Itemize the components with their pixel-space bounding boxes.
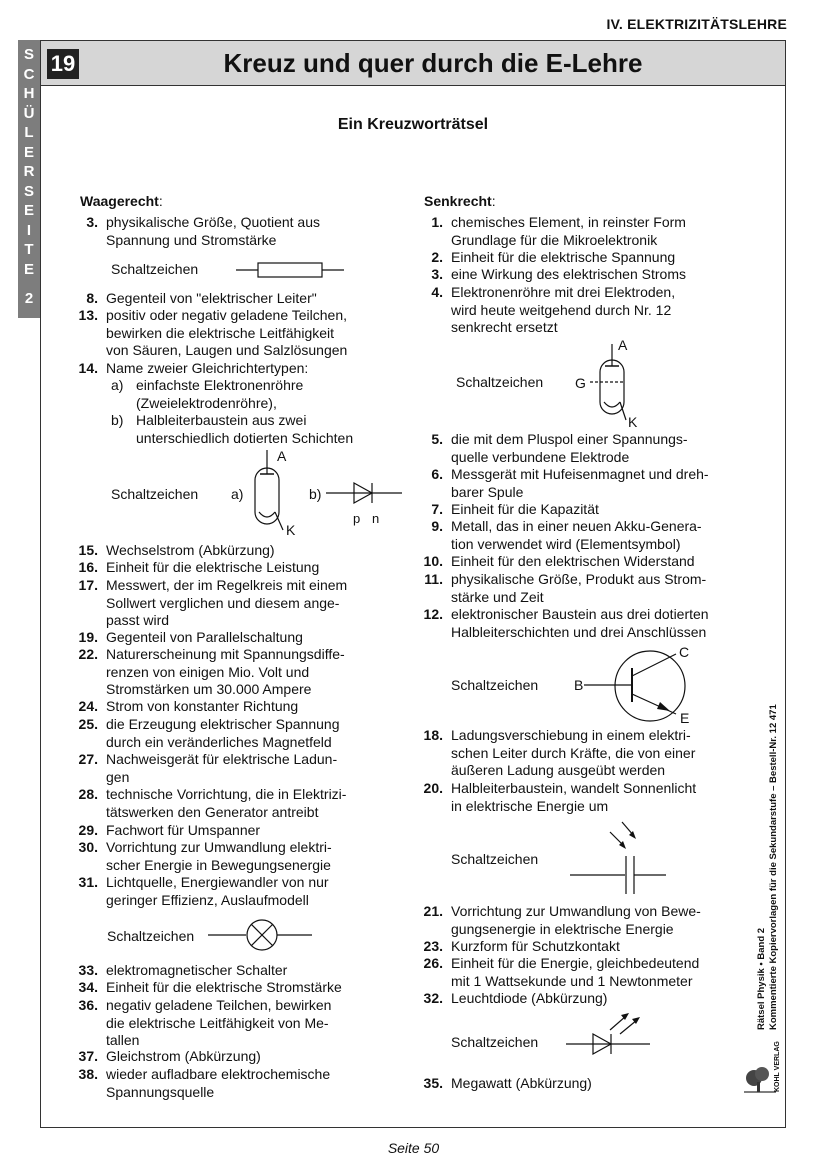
clue-text: Gegenteil von "elektrischer Leiter": [106, 290, 317, 306]
sym14-n: n: [372, 511, 380, 526]
clue-text: in elektrische Energie um: [451, 797, 609, 814]
symbol-label-12: Schaltzeichen: [451, 677, 539, 693]
side-tab-letter: C: [23, 65, 35, 83]
side-tab-letter: L: [24, 124, 34, 141]
resistor-symbol: [236, 260, 346, 280]
sub-item-text: (Zweielektrodenröhre),: [136, 394, 277, 411]
clue-text: Gleichstrom (Abkürzung): [106, 1048, 261, 1064]
clue-text: mit 1 Wattsekunde und 1 Newtonmeter: [451, 972, 693, 989]
clue-text: Megawatt (Abkürzung): [451, 1075, 592, 1091]
publication-title: Rätsel Physik • Band 2: [756, 927, 767, 1030]
clue-text: passt wird: [106, 612, 170, 628]
sym4-cathode: K: [628, 414, 638, 430]
clue-text: Einheit für die elektrische Spannung: [451, 249, 676, 265]
clue-number: 35.: [423, 1075, 443, 1091]
clue-number: 14.: [78, 360, 98, 376]
clue-number: 19.: [78, 629, 98, 645]
clue-text: stärke und Zeit: [451, 588, 544, 605]
clue-text: negativ geladene Teilchen, bewirken: [106, 997, 332, 1013]
clue-text: Messgerät mit Hufeisenmagnet und dreh-: [451, 466, 709, 482]
clue-text: Halbleiterschichten und drei Anschlüssen: [451, 623, 707, 640]
clue-number: 20.: [423, 780, 443, 796]
clue-number: 36.: [78, 997, 98, 1013]
clue-text: Spannung und Stromstärke: [106, 231, 277, 248]
clue-text: Einheit für die elektrische Stromstärke: [106, 979, 342, 995]
clue-text: Wechselstrom (Abkürzung): [106, 542, 275, 558]
clue-text: elektromagnetischer Schalter: [106, 962, 288, 978]
side-tab-letter: R: [23, 163, 35, 180]
clue-text: Spannungsquelle: [106, 1083, 215, 1100]
symbol-label-4: Schaltzeichen: [456, 374, 544, 390]
chapter-heading: IV. ELEKTRIZITÄTSLEHRE: [606, 16, 787, 32]
sub-item-text: einfachste Elektronenröhre: [136, 377, 304, 393]
clue-number: 16.: [78, 559, 98, 575]
side-tab-letter: E: [23, 202, 34, 219]
clue-number: 26.: [423, 955, 443, 971]
side-tab-letter: E: [23, 260, 34, 278]
heading-vertical: Senkrecht:: [424, 193, 496, 209]
clue-text: Metall, das in einer neuen Akku-Genera-: [451, 518, 702, 534]
clue-text: Leuchtdiode (Abkürzung): [451, 990, 608, 1006]
clue-text: Lichtquelle, Energiewandler von nur: [106, 874, 329, 890]
clue-text: äußeren Ladung ausgeübt werden: [451, 762, 666, 778]
clue-number: 24.: [78, 698, 98, 714]
sym12-emitter: E: [680, 710, 690, 726]
clue-number: 10.: [423, 553, 443, 569]
side-tab-letter: H: [23, 85, 35, 102]
clue-text: Fachwort für Umspanner: [106, 822, 261, 838]
sym14-anode: A: [277, 448, 287, 464]
clue-text: scher Energie in Bewegungsenergie: [106, 856, 331, 873]
clue-number: 6.: [431, 466, 443, 482]
clue-number: 37.: [78, 1048, 98, 1064]
side-tab-letter: I: [26, 221, 32, 239]
side-tab-number: 2: [24, 290, 34, 307]
clue-number: 9.: [431, 518, 443, 534]
clue-number: 17.: [78, 577, 98, 593]
clue-text: barer Spule: [451, 483, 524, 500]
clue-number: 30.: [78, 839, 98, 855]
page-number: Seite 50: [387, 1140, 440, 1156]
clue-number: 4.: [431, 284, 443, 300]
clue-text: Nachweisgerät für elektrische Ladun-: [106, 751, 338, 767]
side-tab-letter: E: [23, 143, 34, 161]
sym4-grid: G: [575, 375, 586, 391]
symbol-label-32: Schaltzeichen: [451, 1034, 539, 1050]
clue-number: 3.: [86, 214, 98, 230]
clue-number: 7.: [431, 501, 443, 517]
clue-text: Naturerscheinung mit Spannungsdiffe-: [106, 646, 345, 662]
clue-number: 18.: [423, 727, 443, 743]
clue-text: Kurzform für Schutzkontakt: [451, 938, 620, 954]
clue-number: 25.: [78, 716, 98, 732]
clue-number: 1.: [431, 214, 443, 230]
clue-text: positiv oder negativ geladene Teilchen,: [106, 307, 348, 323]
clue-number: 3.: [431, 266, 443, 282]
clue-text: eine Wirkung des elektrischen Stroms: [451, 266, 686, 282]
clue-text: tallen: [106, 1032, 140, 1048]
symbol-label-31: Schaltzeichen: [107, 928, 195, 944]
clue-text: wird heute weitgehend durch Nr. 12: [451, 301, 672, 318]
led-symbol: [566, 1008, 656, 1058]
publisher-name: KOHL VERLAG: [774, 1041, 781, 1092]
clue-text: Halbleiterbaustein, wandelt Sonnenlicht: [451, 780, 697, 796]
sym12-collector: C: [679, 644, 690, 660]
page-title: Kreuz und quer durch die E-Lehre: [223, 48, 643, 78]
clue-text: technische Vorrichtung, die in Elektrizi-: [106, 786, 347, 802]
sym14-a-label: a): [231, 486, 244, 502]
sym12-base: B: [574, 677, 584, 693]
clue-number: 29.: [78, 822, 98, 838]
sub-item-text: Halbleiterbaustein aus zwei: [136, 412, 307, 428]
sym4-anode: A: [618, 337, 628, 353]
publication-series: Kommentierte Kopiervorlagen für die Sekundarstufe – Bestell-Nr. 12 471: [768, 704, 779, 1030]
clue-number: 13.: [78, 307, 98, 323]
clue-text: Elektronenröhre mit drei Elektroden,: [451, 284, 676, 300]
clue-text: Strom von konstanter Richtung: [106, 698, 299, 714]
clue-number: 38.: [78, 1066, 98, 1082]
clue-text: chemisches Element, in reinster Form: [451, 214, 686, 230]
clue-number: 23.: [423, 938, 443, 954]
clue-number: 33.: [78, 962, 98, 978]
clue-text: renzen von einigen Mio. Volt und: [106, 663, 310, 680]
clue-text: Einheit für die Kapazität: [451, 501, 599, 517]
sub-item-label: a): [111, 377, 124, 393]
clue-number: 5.: [431, 431, 443, 447]
clue-text: die mit dem Pluspol einer Spannungs-: [451, 431, 688, 447]
clue-text: tätswerken den Generator antreibt: [106, 803, 319, 820]
clue-text: senkrecht ersetzt: [451, 319, 558, 335]
symbol-label-14: Schaltzeichen: [111, 486, 199, 502]
clue-text: Vorrichtung zur Umwandlung elektri-: [106, 839, 332, 855]
clue-text: Stromstärken um 30.000 Ampere: [106, 681, 312, 697]
sym14-cathode: K: [286, 522, 296, 538]
clue-text: die Erzeugung elektrischer Spannung: [106, 716, 340, 732]
subtitle: Ein Kreuzworträtsel: [337, 116, 489, 133]
lamp-symbol: [208, 918, 314, 954]
side-tab: [18, 40, 40, 318]
sub-item-label: b): [111, 412, 124, 428]
clue-number: 32.: [423, 990, 443, 1006]
symbol-label-20: Schaltzeichen: [451, 851, 539, 867]
clue-text: physikalische Größe, Produkt aus Strom-: [451, 571, 707, 587]
clue-number: 34.: [78, 979, 98, 995]
diode-symbol: [326, 480, 406, 510]
heading-horizontal: Waagerecht:: [80, 193, 163, 209]
clue-text: Ladungsverschiebung in einem elektri-: [451, 727, 691, 743]
clue-number: 21.: [423, 903, 443, 919]
clue-text: Einheit für die Energie, gleichbedeutend: [451, 955, 700, 971]
clue-text: Einheit für die elektrische Leistung: [106, 559, 320, 575]
clue-text: die elektrische Leitfähigkeit von Me-: [106, 1014, 329, 1031]
clue-number: 27.: [78, 751, 98, 767]
clue-text: wieder aufladbare elektrochemische: [106, 1066, 331, 1082]
clue-text: Einheit für den elektrischen Widerstand: [451, 553, 695, 569]
clue-text: gungsenergie in elektrische Energie: [451, 920, 674, 937]
clue-number: 12.: [423, 606, 443, 622]
clue-number: 31.: [78, 874, 98, 890]
clue-text: von Säuren, Laugen und Salzlösungen: [106, 342, 348, 358]
clue-text: elektronischer Baustein aus drei dotierten: [451, 606, 709, 622]
clue-number: 8.: [86, 290, 98, 306]
clue-number: 28.: [78, 786, 98, 802]
worksheet-number: 19: [47, 49, 79, 79]
symbol-label-3: Schaltzeichen: [111, 261, 199, 277]
side-tab-letter: Ü: [23, 104, 35, 122]
transistor-symbol: [584, 648, 694, 724]
clue-text: Sollwert verglichen und diesem ange-: [106, 594, 340, 611]
sub-item-text: unterschiedlich dotierten Schichten: [136, 429, 354, 446]
clue-text: physikalische Größe, Quotient aus: [106, 214, 320, 230]
clue-number: 11.: [424, 571, 443, 587]
side-tab-letter: T: [24, 241, 34, 258]
clue-number: 15.: [78, 542, 98, 558]
clue-text: durch ein veränderliches Magnetfeld: [106, 733, 332, 750]
clue-text: Grundlage für die Mikroelektronik: [451, 231, 658, 248]
clue-text: geringer Effizienz, Auslaufmodell: [106, 891, 309, 908]
side-tab-letter: S: [23, 182, 34, 200]
clue-text: gen: [106, 768, 130, 785]
sym14-p: p: [353, 511, 361, 526]
clue-text: quelle verbundene Elektrode: [451, 448, 630, 465]
clue-number: 22.: [78, 646, 98, 662]
clue-text: Name zweier Gleichrichtertypen:: [106, 360, 309, 376]
clue-text: bewirken die elektrische Leitfähigkeit: [106, 324, 335, 341]
side-tab-letter: S: [23, 46, 34, 63]
clue-text: Vorrichtung zur Umwandlung von Bewe-: [451, 903, 701, 919]
clue-text: tion verwendet wird (Elementsymbol): [451, 535, 681, 552]
clue-number: 2.: [431, 249, 443, 265]
clue-text: Gegenteil von Parallelschaltung: [106, 629, 303, 645]
clue-text: schen Leiter durch Kräfte, die von einer: [451, 744, 696, 761]
sym14-b-label: b): [309, 486, 322, 502]
solar-cell-symbol: [570, 820, 670, 896]
clue-text: Messwert, der im Regelkreis mit einem: [106, 577, 348, 593]
